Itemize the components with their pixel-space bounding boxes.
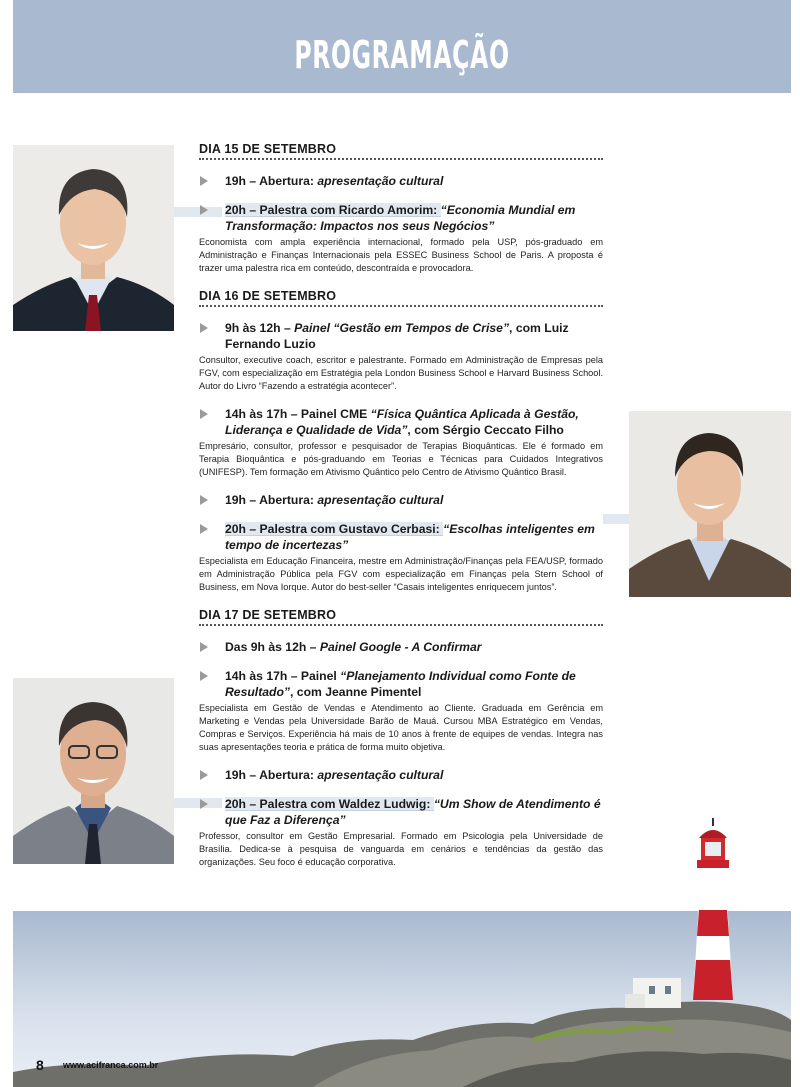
bullet-arrow-icon xyxy=(200,495,208,505)
event-title: 9h às 12h – Painel “Gestão em Tempos de Crise”, com Luiz Fernando Luzio xyxy=(199,320,603,352)
event-title: 20h – Palestra com Ricardo Amorim: “Economia Mundial em Transformação: Impactos nos seus Negócios” xyxy=(199,202,603,234)
event-description: Especialista em Educação Financeira, mestre em Administração/Finanças pela FEA/USP, formado em Administração Pública pela FGV com especialização em Finanças pela Stern School of Business, em Nova Iorque. Autor do best-seller “Casais inteligentes enriquecem juntos”. xyxy=(199,556,603,592)
event-description: Especialista em Gestão de Vendas e Atendimento ao Cliente. Graduada em Gerência em Marketing e Vendas pela Universidade Barão de Mauá. Cursou MBA Estratégico em Vendas, Compras e Serviços. Experiência há mais de 10 anos à frente de equipes de vendas. Integra nas suas apresentações teoria e prática de forma muito objetiva. xyxy=(199,703,603,752)
page-title: PROGRAMAÇÃO xyxy=(294,33,510,77)
header-band xyxy=(13,0,791,93)
bullet-arrow-icon xyxy=(200,799,208,809)
speaker-photo-gustavo-cerbasi xyxy=(629,411,791,597)
lighthouse-illustration xyxy=(13,810,791,1087)
event-title: 20h – Palestra com Waldez Ludwig: “Um Show de Atendimento é que Faz a Diferença” xyxy=(199,796,603,828)
event-title: 14h às 17h – Painel CME “Física Quântica Aplicada à Gestão, Liderança e Qualidade de Vida”, com Sérgio Ceccato Filho xyxy=(199,406,603,438)
event-item xyxy=(199,767,603,783)
event-description: Consultor, executive coach, escritor e palestrante. Formado em Administração de Empresas pela FGV, com especialização em Estratégia pela London Business School e Harvard Business School. Autor do Livro “Fazendo a estratégia acontecer”. xyxy=(199,355,603,391)
event-item xyxy=(199,492,603,508)
bullet-arrow-icon xyxy=(200,671,208,681)
event-item xyxy=(199,320,603,393)
event-title: Das 9h às 12h – Painel Google - A Confirmar xyxy=(199,639,603,655)
event-item xyxy=(199,521,603,594)
page-number: 8 xyxy=(36,1057,44,1073)
bullet-arrow-icon xyxy=(200,770,208,780)
event-title: 20h – Palestra com Gustavo Cerbasi: “Escolhas inteligentes em tempo de incertezas” xyxy=(199,521,603,553)
bullet-arrow-icon xyxy=(200,409,208,419)
day-heading: DIA 15 DE SETEMBRO xyxy=(199,142,603,160)
event-item xyxy=(199,406,603,479)
event-item xyxy=(199,202,603,275)
event-title: 19h – Abertura: apresentação cultural xyxy=(199,173,603,189)
day-heading: DIA 17 DE SETEMBRO xyxy=(199,608,603,626)
bullet-arrow-icon xyxy=(200,524,208,534)
highlight-band-gustavo xyxy=(603,514,629,524)
bullet-arrow-icon xyxy=(200,205,208,215)
event-title: 19h – Abertura: apresentação cultural xyxy=(199,767,603,783)
event-description: Economista com ampla experiência internacional, formado pela USP, pós-graduado em Administração e Finanças Internacionais pela ESSEC Business School de Paris. A proposta é trazer uma palestra rica em conteúdo, descontraída e provocadora. xyxy=(199,237,603,273)
event-description: Empresário, consultor, professor e pesquisador de Terapias Bioquânticas. Ele é formado em Terapia Bioquântica e pós-graduando em Teorias e Técnicas para Cuidados Integrativos (UNIFESP). Tem formação em Ativismo Quântico pelo Centro de Ativismo Quântico Brasil. xyxy=(199,441,603,477)
bullet-arrow-icon xyxy=(200,642,208,652)
event-item xyxy=(199,639,603,655)
bullet-arrow-icon xyxy=(200,323,208,333)
bullet-arrow-icon xyxy=(200,176,208,186)
event-description: Professor, consultor em Gestão Empresarial. Formado em Psicologia pela Universidade de Brasília. Dedica-se à pesquisa de vanguarda em cenários e tendências da gestão das organizações. Seu foco é educação corporativa. xyxy=(199,831,603,867)
website-link[interactable]: www.acifranca.com.br xyxy=(63,1060,159,1070)
event-title: 14h às 17h – Painel “Planejamento Individual como Fonte de Resultado”, com Jeanne Pimentel xyxy=(199,668,603,700)
day-heading: DIA 16 DE SETEMBRO xyxy=(199,289,603,307)
event-item xyxy=(199,173,603,189)
program-content xyxy=(199,142,603,869)
event-title: 19h – Abertura: apresentação cultural xyxy=(199,492,603,508)
speaker-photo-ricardo-amorim xyxy=(13,145,174,331)
event-item xyxy=(199,668,603,754)
